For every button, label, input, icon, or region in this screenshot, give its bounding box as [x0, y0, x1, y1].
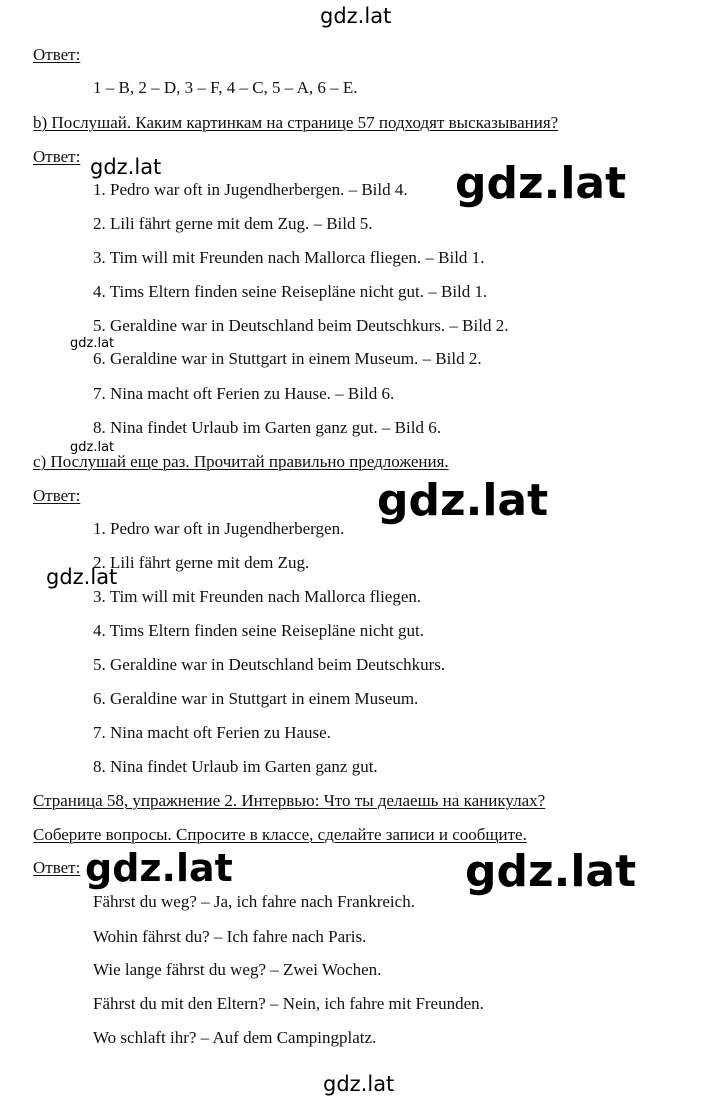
list-item-b-2: 2. Lili fährt gerne mit dem Zug. – Bild 5. — [93, 214, 373, 233]
answer-label-2: Ответ: — [33, 858, 81, 877]
list-item-c-7: 7. Nina macht oft Ferien zu Hause. — [93, 723, 331, 742]
list-item-c-3: 3. Tim will mit Freunden nach Mallorca fliegen. — [93, 587, 422, 606]
list-item-2-4: Fährst du mit den Eltern? – Nein, ich fahre mit Freunden. — [93, 994, 484, 1013]
watermark-bottom: gdz.lat — [323, 1072, 395, 1096]
list-item-b-8: 8. Nina findet Urlaub im Garten ganz gut. – Bild 6. — [93, 418, 441, 437]
list-item-b-3: 3. Tim will mit Freunden nach Mallorca fliegen. – Bild 1. — [93, 248, 485, 267]
list-item-2-3: Wie lange fährst du weg? – Zwei Wochen. — [93, 960, 382, 979]
watermark-label-1: gdz.lat — [90, 155, 162, 179]
section-heading-2: Страница 58, упражнение 2. Интервью: Что ты делаешь на каникулах? — [33, 791, 546, 810]
task-c: c) Послушай еще раз. Прочитай правильно предложения. — [33, 452, 449, 471]
list-item-c-5: 5. Geraldine war in Deutschland beim Deutschkurs. — [93, 655, 446, 674]
watermark-tiny-2: gdz.lat — [70, 440, 115, 455]
task-2: Соберите вопросы. Спросите в классе, сделайте записи и сообщите. — [33, 825, 527, 844]
watermark-top: gdz.lat — [320, 4, 392, 28]
answer-label-c: Ответ: — [33, 486, 81, 505]
list-item-c-2: 2. Lili fährt gerne mit dem Zug. — [93, 553, 310, 572]
list-item-b-1: 1. Pedro war oft in Jugendherbergen. – Bild 4. — [93, 180, 408, 199]
list-item-b-6: 6. Geraldine war in Stuttgart in einem Museum. – Bild 2. — [93, 349, 482, 368]
watermark-big-3: gdz.lat — [85, 846, 233, 890]
list-item-2-5: Wo schlaft ihr? – Auf dem Campingplatz. — [93, 1028, 377, 1047]
list-item-c-1: 1. Pedro war oft in Jugendherbergen. — [93, 519, 345, 538]
list-item-c-4: 4. Tims Eltern finden seine Reisepläne nicht gut. — [93, 621, 424, 640]
watermark-big-1: gdz.lat — [455, 158, 627, 209]
list-item-2-2: Wohin fährst du? – Ich fahre nach Paris. — [93, 927, 367, 946]
list-item-c-8: 8. Nina findet Urlaub im Garten ganz gut. — [93, 757, 378, 776]
watermark-tiny-1: gdz.lat — [70, 336, 115, 351]
list-item-b-5: 5. Geraldine war in Deutschland beim Deutschkurs. – Bild 2. — [93, 316, 509, 335]
answer-text-a: 1 – B, 2 – D, 3 – F, 4 – C, 5 – A, 6 – E. — [93, 78, 358, 97]
watermark-big-2: gdz.lat — [377, 475, 549, 526]
task-b: b) Послушай. Каким картинкам на странице 57 подходят высказывания? — [33, 113, 559, 132]
answer-label-a: Ответ: — [33, 45, 81, 64]
list-item-c-6: 6. Geraldine war in Stuttgart in einem Museum. — [93, 689, 419, 708]
list-item-2-1: Fährst du weg? – Ja, ich fahre nach Frankreich. — [93, 892, 415, 911]
watermark-label-2: gdz.lat — [46, 565, 118, 589]
answer-label-b: Ответ: — [33, 147, 81, 166]
watermark-big-4: gdz.lat — [465, 846, 637, 897]
list-item-b-7: 7. Nina macht oft Ferien zu Hause. – Bild 6. — [93, 384, 395, 403]
list-item-b-4: 4. Tims Eltern finden seine Reisepläne nicht gut. – Bild 1. — [93, 282, 488, 301]
